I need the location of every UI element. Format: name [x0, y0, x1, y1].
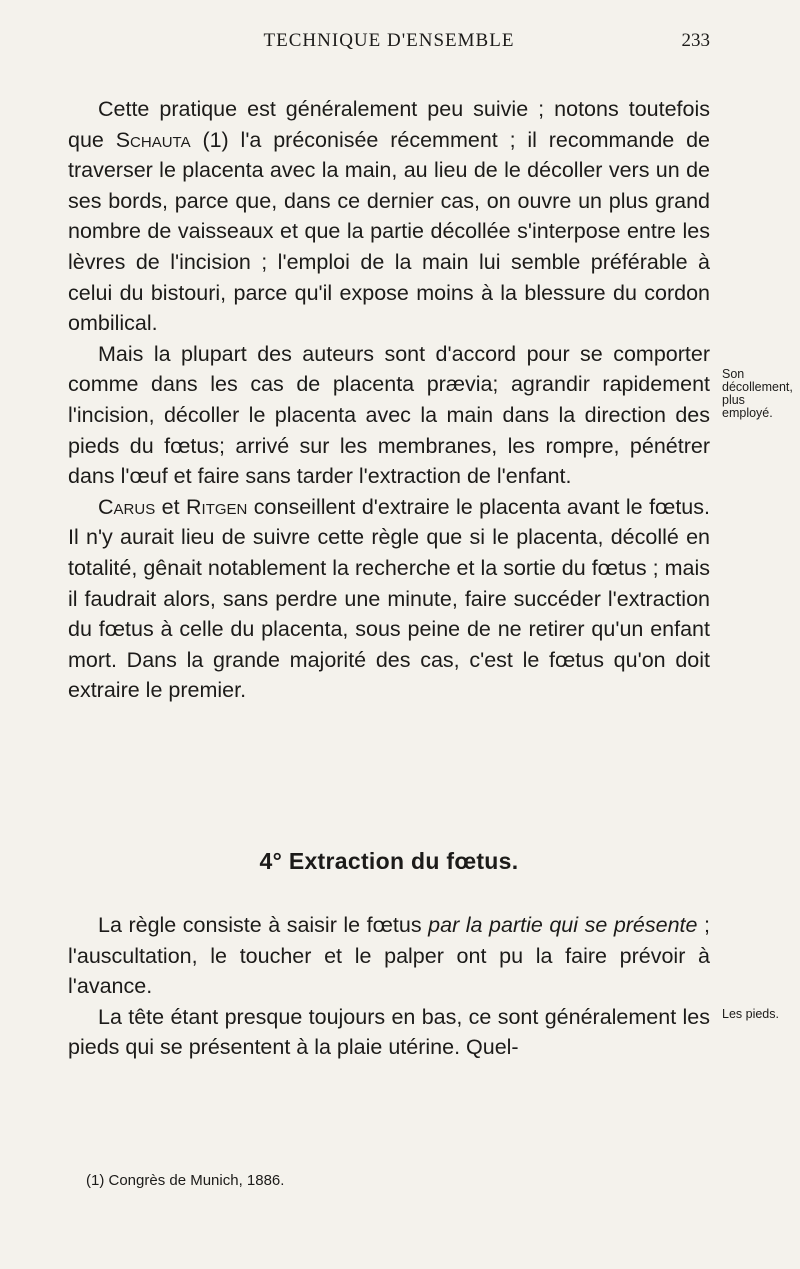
paragraph-text: conseillent d'extraire le placenta avant le fœtus. Il n'y aurait lieu de suivre cette règle que si le placenta, décollé en totalité, gênait notablement la recherche et la sortie du fœtus ; mais il faudrait alors, sans perdre une minute, faire succéder l'extraction du fœtus à celle du placenta, sous peine de ne retirer qu'un enfant mort. Dans la grande majorité des cas, c'est le fœtus qu'on doit extraire le premier. [68, 494, 710, 703]
author-name: Schauta [115, 127, 191, 152]
paragraph-schauta [68, 94, 710, 339]
author-name: Carus [98, 494, 156, 519]
paragraph-text: et [155, 494, 186, 519]
paragraph-rule [68, 910, 710, 1002]
margin-note-decollement: Son décollement, plus employé. [722, 367, 793, 420]
paragraph-text: Cette pratique est généralement peu suivie ; notons toutefois que [68, 97, 710, 152]
paragraph-text: ; l'auscultation, le toucher et le palper ont pu la faire prévoir à l'avance. [68, 913, 711, 999]
paragraph-text: La règle consiste à saisir le fœtus [98, 913, 429, 937]
section-heading: 4° Extraction du fœtus. [259, 848, 519, 874]
paragraph-text: (1) l'a préconisée récemment ; il recommande de traverser le placenta avec la main, au lieu de le décoller vers un de ses bords, parce que, dans ce dernier cas, on ouvre un plus grand nombre de vaisseaux et que la partie décollée s'interpose entre les lèvres de l'incision ; l'emploi de la main lui semble préférable à celui du bistouri, parce qu'il expose moins à la blessure du cordon ombilical. [68, 127, 710, 336]
paragraph-carus-ritgen [68, 492, 710, 706]
paragraph-head-down: La tête étant presque toujours en bas, ce sont généralement les pieds qui se présentent à la plaie utérine. Quel- [68, 1004, 710, 1060]
section-extraction-text [68, 910, 710, 1063]
running-title: TECHNIQUE D'ENSEMBLE [263, 30, 515, 51]
margin-note-pieds: Les pieds. [722, 1007, 779, 1021]
running-head [68, 30, 710, 60]
page-number: 233 [681, 30, 710, 51]
footnote: (1) Congrès de Munich, 1886. [86, 1172, 285, 1189]
emphasis-text: par la partie qui se présente [428, 913, 698, 937]
section-placenta-text [68, 94, 710, 706]
author-name: Ritgen [186, 494, 248, 519]
paragraph-majority-opinion: Mais la plupart des auteurs sont d'accord pour se comporter comme dans les cas de placenta prævia; agrandir rapidement l'incision, décoller le placenta avec la main dans la direction des pieds du fœtus; arrivé sur les membranes, les rompre, pénétrer dans l'œuf et faire sans tarder l'extraction de l'enfant. [68, 341, 710, 489]
